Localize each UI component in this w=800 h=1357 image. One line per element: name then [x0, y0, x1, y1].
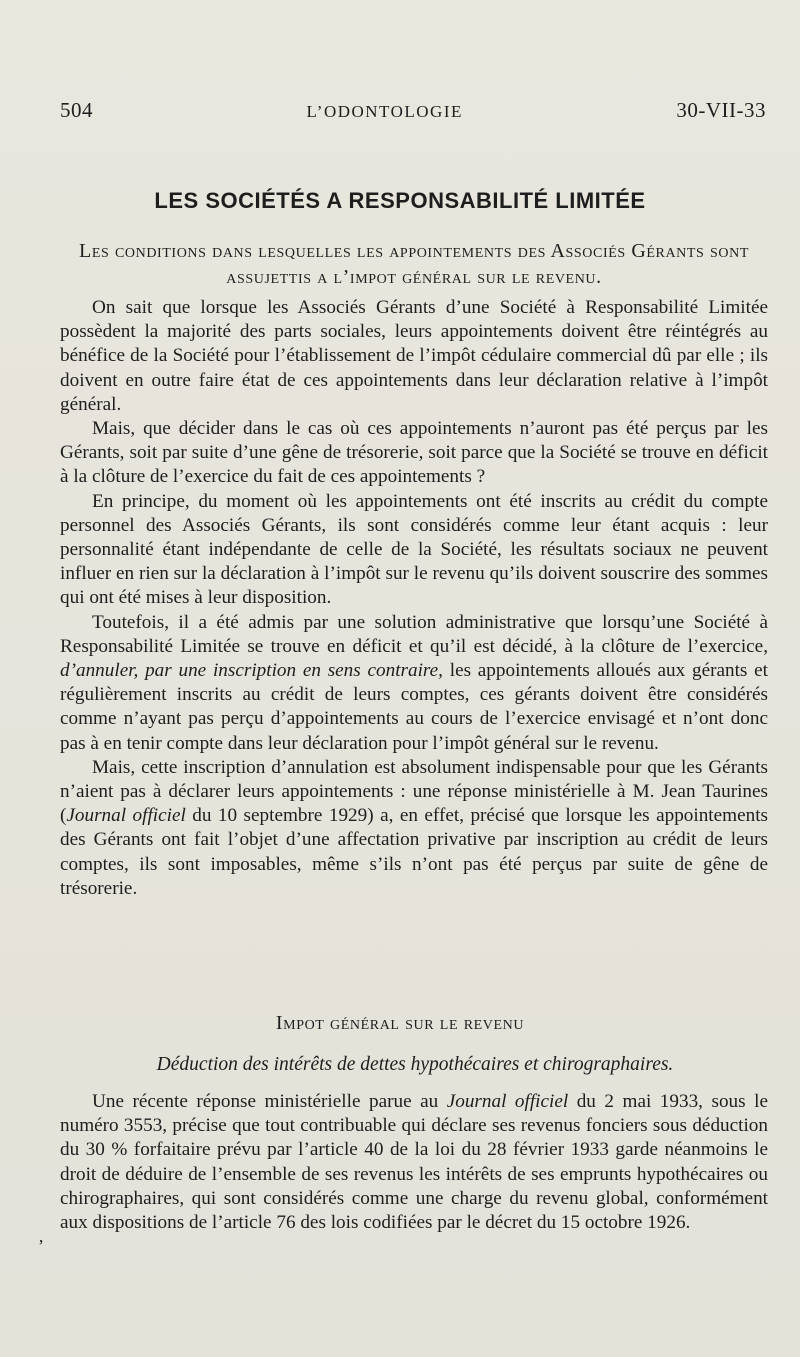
- section-subheading: Déduction des intérêts de dettes hypothécaires et chirographaires.: [156, 1054, 674, 1075]
- paragraph: [60, 611, 768, 756]
- running-header: [60, 98, 766, 128]
- journal-reference: Journal officiel: [446, 1091, 569, 1112]
- italic-phrase: d’annuler, par une inscription en sens contraire,: [60, 660, 443, 682]
- page-number: 504: [60, 98, 93, 122]
- issue-date: 30-VII-33: [676, 98, 766, 122]
- section-body: [60, 1090, 768, 1235]
- margin-mark: ’: [38, 1236, 44, 1256]
- paragraph: On sait que lorsque les Associés Gérants d’une Société à Responsabilité Limitée possèdent la majorité des parts sociales, leurs appointements doivent être réintégrés au bénéfice de la Société pour l’établissement de l’impôt cédulaire commercial dû par elle ; ils doivent en outre faire état de ces appointements dans leur déclaration relative à l’impôt général.: [60, 297, 768, 415]
- article-title: LES SOCIÉTÉS A RESPONSABILITÉ LIMITÉE: [154, 188, 646, 213]
- paragraph-text: Mais, cette inscription d’annulation est absolument indispensable pour que les Gérants n’aient pas à déclarer leurs appointements : une réponse ministérielle à M. Jean Taurines (: [60, 756, 768, 827]
- article-subtitle: Les conditions dans lesquelles les appointements des Associés Gérants sont assujettis a l’impot général sur le revenu.: [79, 240, 749, 288]
- paragraph-text: du 10 septembre 1929) a, en effet, précisé que lorsque les appointements des Gérants ont fait l’objet d’une affectation privative par inscription au crédit de leurs comptes, ils sont imposables, même s’ils n’ont pas été perçus par suite de gêne de trésorerie.: [60, 805, 768, 899]
- paragraph: En principe, du moment où les appointements ont été inscrits au crédit du compte personnel des Associés Gérants, ils sont considérés comme leur étant acquis : leur personnalité étant indépendante de celle de la Société, les résultats sociaux ne peuvent influer en rien sur la déclaration à l’impôt sur le revenu qu’ils doivent souscrire des sommes qui ont été mises à leur disposition.: [60, 490, 768, 609]
- journal-reference: Journal officiel: [66, 805, 186, 827]
- paragraph-text: les appointements alloués aux gérants et régulièrement inscrits au crédit de leurs comptes, ces gérants doivent être considérés comme n’ayant pas perçu d’appointements au cours de l’exercice envisagé et n’ont donc pas à en tenir compte dans leur déclaration pour l’impôt général sur le revenu.: [60, 660, 768, 754]
- paragraph: Mais, que décider dans le cas où ces appointements n’auront pas été perçus par les Gérants, soit par suite d’une gêne de trésorerie, soit parce que la Société se trouve en déficit à la clôture de l’exercice du fait de ces appointements ?: [60, 418, 768, 488]
- section-heading: Impot général sur le revenu: [275, 1012, 525, 1034]
- journal-title: L’ODONTOLOGIE: [306, 102, 463, 121]
- paragraph-text: Une récente réponse ministérielle parue au: [92, 1091, 447, 1112]
- paragraph-text: du 2 mai 1933, sous le numéro 3553, précise que tout contribuable qui déclare ses revenus fonciers sous déduction du 30 % forfaitaire prévu par l’article 40 de la loi du 28 février 1933 garde néanmoins le droit de déduire de l’ensemble de ses revenus les intérêts de ses emprunts hypothécaires ou chirographaires, qui sont considérés comme une charge du revenu global, conformément aux dispositions de l’article 76 des lois codifiées par le décret du 15 octobre 1926.: [60, 1091, 768, 1234]
- paragraph: [60, 1090, 768, 1235]
- article-body: [60, 296, 768, 901]
- paragraph: [60, 756, 768, 901]
- paragraph-text: Toutefois, il a été admis par une solution administrative que lorsqu’une Société à Responsabilité Limitée se trouve en déficit et qu’il est décidé, à la clôture de l’exercice,: [60, 611, 768, 657]
